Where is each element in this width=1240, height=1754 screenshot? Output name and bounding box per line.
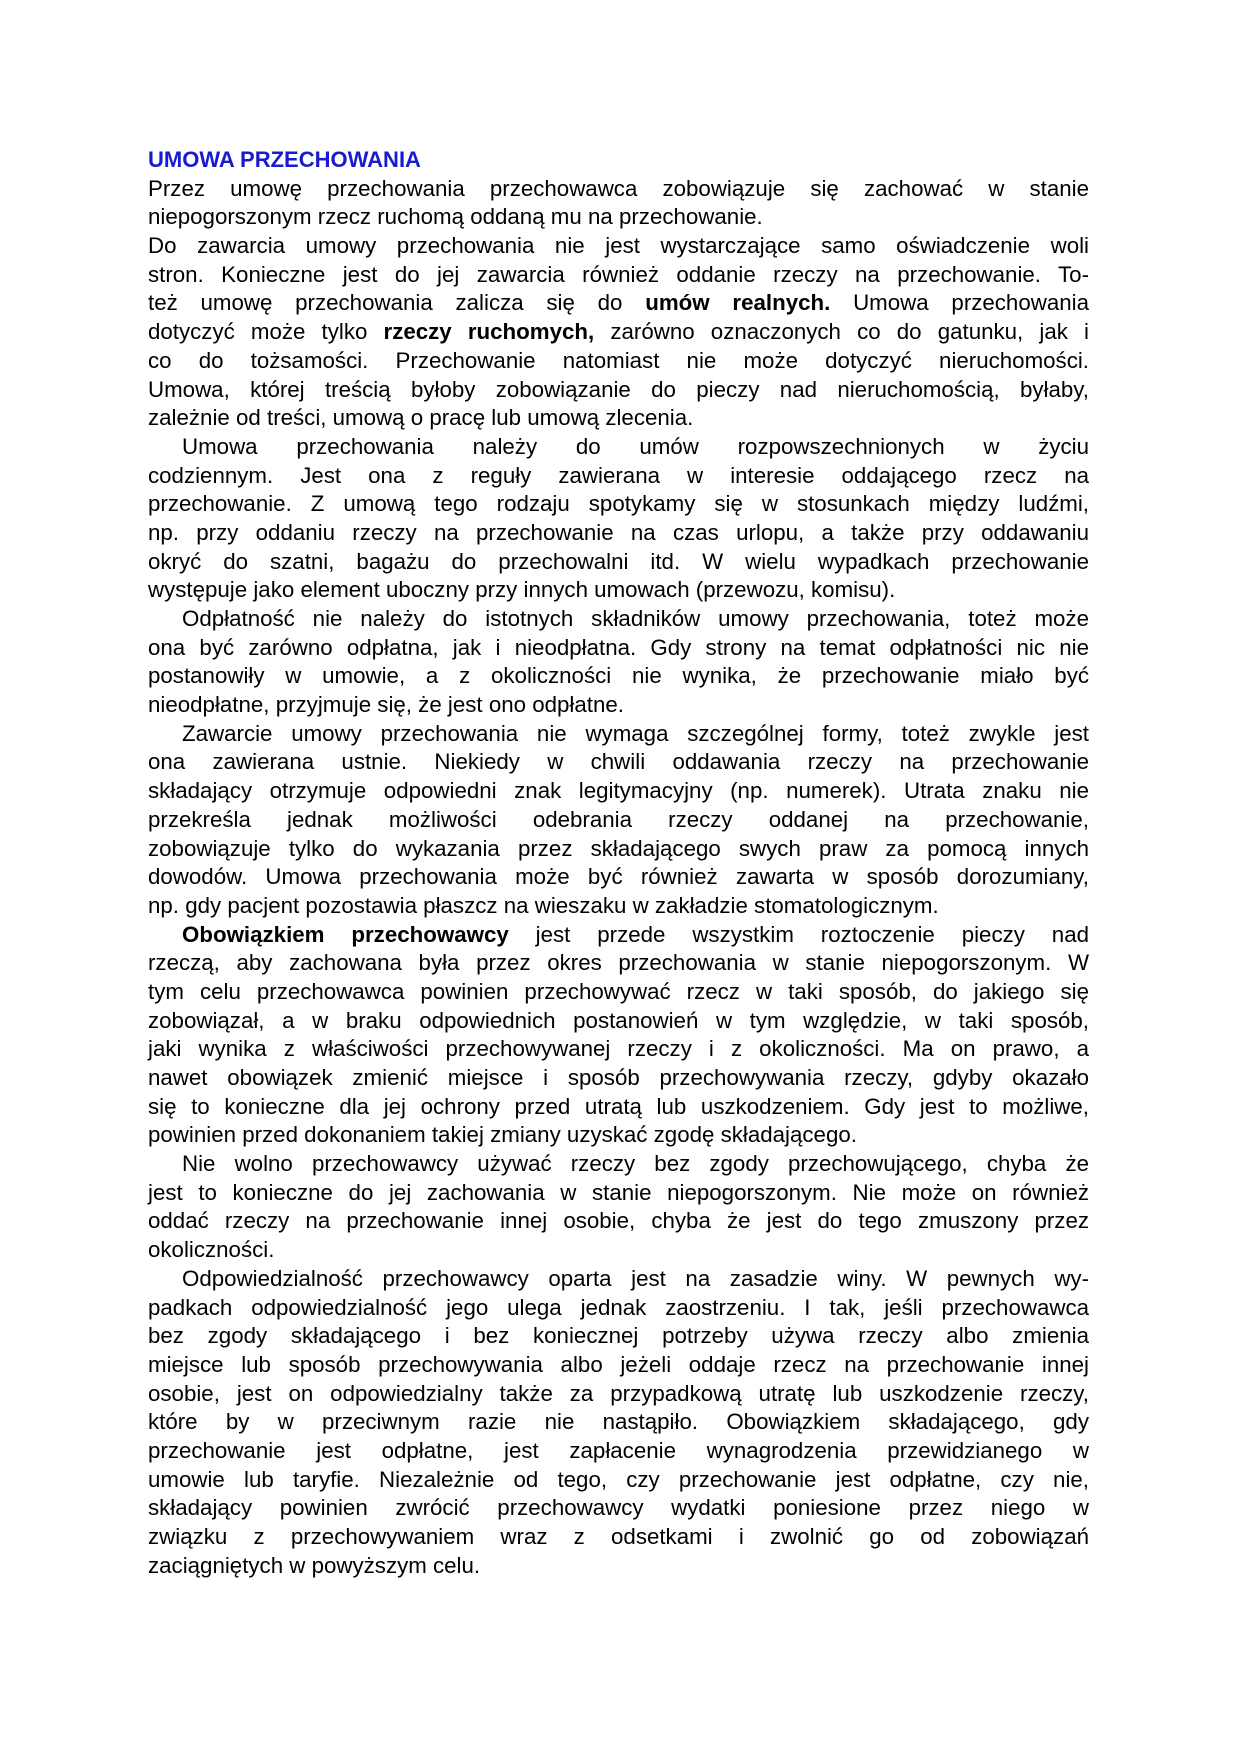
text-line xyxy=(148,978,1089,1007)
text-run: składający otrzymuje odpowiedni znak legitymacyjny (np. numerek). Utrata znaku nie xyxy=(148,778,1089,804)
text-line xyxy=(148,548,1089,577)
text-line xyxy=(148,232,1089,261)
text-line xyxy=(148,1121,1089,1150)
text-run: Nie wolno przechowawcy używać rzeczy bez zgody przechowującego, chyba że xyxy=(182,1151,1089,1177)
text-run: jest to konieczne do jej zachowania w stanie niepogorszonym. Nie może on również xyxy=(148,1179,1089,1205)
text-run: padkach odpowiedzialność jego ulega jednak zaostrzeniu. I tak, jeśli przechowawca xyxy=(148,1294,1089,1320)
text-run: Do zawarcia umowy przechowania nie jest wystarczające samo oświadczenie woli xyxy=(148,233,1089,259)
text-run: przechowanie jest odpłatne, jest zapłacenie wynagrodzenia przewidzianego w xyxy=(148,1437,1089,1463)
text-line xyxy=(148,863,1089,892)
paragraph xyxy=(148,232,1089,433)
text-run: ona być zarówno odpłatna, jak i nieodpłatna. Gdy strony na temat odpłatności nic nie xyxy=(148,634,1089,660)
document-body xyxy=(148,146,1089,1580)
text-run: okryć do szatni, bagażu do przechowalni itd. W wielu wypadkach przechowanie xyxy=(148,548,1089,574)
text-line xyxy=(148,203,1089,232)
text-line xyxy=(148,1380,1089,1409)
text-run: przekreśla jednak możliwości odebrania rzeczy oddanej na przechowanie, xyxy=(148,806,1089,832)
text-line xyxy=(148,921,1089,950)
text-run: dowodów. Umowa przechowania może być również zawarta w sposób dorozumiany, xyxy=(148,864,1089,890)
text-line xyxy=(148,1179,1089,1208)
text-line xyxy=(148,404,1089,433)
text-run: związku z przechowywaniem wraz z odsetkami i zwolnić go od zobowiązań xyxy=(148,1524,1089,1550)
text-line xyxy=(148,1207,1089,1236)
text-run: zaciągniętych w powyższym celu. xyxy=(148,1552,481,1578)
text-line xyxy=(148,519,1089,548)
text-line xyxy=(148,835,1089,864)
text-run: bez zgody składającego i bez koniecznej potrzeby używa rzeczy albo zmienia xyxy=(148,1323,1089,1349)
text-line xyxy=(148,1294,1089,1323)
paragraph xyxy=(148,1150,1089,1265)
text-run: Umowa przechowania xyxy=(830,290,1089,316)
text-run: postanowiły w umowie, a z okoliczności nie wynika, że przechowanie miało być xyxy=(148,663,1089,689)
text-line xyxy=(148,949,1089,978)
text-line xyxy=(148,1064,1089,1093)
text-run: miejsce lub sposób przechowywania albo jeżeli oddaje rzecz na przechowanie innej xyxy=(148,1351,1089,1377)
text-line xyxy=(148,1552,1089,1581)
text-line xyxy=(148,1437,1089,1466)
text-run: rzeczą, aby zachowana była przez okres przechowania w stanie niepogorszonym. W xyxy=(148,950,1089,976)
paragraphs xyxy=(148,175,1089,1581)
text-line xyxy=(148,433,1089,462)
text-line xyxy=(148,318,1089,347)
text-line xyxy=(148,1351,1089,1380)
text-run: zależnie od treści, umową o pracę lub umową zlecenia. xyxy=(148,405,694,431)
text-line xyxy=(148,576,1089,605)
text-run: niepogorszonym rzecz ruchomą oddaną mu na przechowanie. xyxy=(148,204,763,230)
text-run: zobowiązuje tylko do wykazania przez składającego swych praw za pomocą innych xyxy=(148,835,1089,861)
text-run: Umowa przechowania należy do umów rozpowszechnionych w życiu xyxy=(182,433,1089,459)
text-run: powinien przed dokonaniem takiej zmiany uzyskać zgodę składającego. xyxy=(148,1122,857,1148)
text-run: Przez umowę przechowania przechowawca zobowiązuje się zachować w stanie xyxy=(148,175,1089,201)
text-line xyxy=(148,1150,1089,1179)
text-run: ona zawierana ustnie. Niekiedy w chwili oddawania rzeczy na przechowanie xyxy=(148,749,1089,775)
text-line xyxy=(148,1408,1089,1437)
text-line xyxy=(148,748,1089,777)
bold-text: umów realnych. xyxy=(645,290,831,316)
paragraph xyxy=(148,1265,1089,1581)
text-run: np. przy oddaniu rzeczy na przechowanie na czas urlopu, a także przy oddawaniu xyxy=(148,519,1089,545)
text-run: umowie lub taryfie. Niezależnie od tego, czy przechowanie jest odpłatne, czy nie, xyxy=(148,1466,1089,1492)
text-run: zobowiązał, a w braku odpowiednich postanowień w tym względzie, w taki sposób, xyxy=(148,1007,1089,1033)
paragraph xyxy=(148,605,1089,720)
text-line xyxy=(148,720,1089,749)
text-line xyxy=(148,634,1089,663)
text-run: występuje jako element uboczny przy innych umowach (przewozu, komisu). xyxy=(148,577,896,603)
text-line xyxy=(148,1494,1089,1523)
text-line xyxy=(148,605,1089,634)
text-run: dotyczyć może tylko xyxy=(148,319,384,345)
text-run: stron. Konieczne jest do jej zawarcia również oddanie rzeczy na przechowanie. To- xyxy=(148,261,1089,287)
text-line xyxy=(148,376,1089,405)
document-title: UMOWA PRZECHOWANIA xyxy=(148,147,421,172)
text-run: Odpowiedzialność przechowawcy oparta jest na zasadzie winy. W pewnych wy- xyxy=(182,1265,1089,1291)
text-run: okoliczności. xyxy=(148,1237,275,1263)
text-line xyxy=(148,261,1089,290)
text-run: które by w przeciwnym razie nie nastąpiło. Obowiązkiem składającego, gdy xyxy=(148,1409,1089,1435)
text-run: Zawarcie umowy przechowania nie wymaga szczególnej formy, toteż zwykle jest xyxy=(182,720,1089,746)
paragraph xyxy=(148,433,1089,605)
text-run: jaki wynika z właściwości przechowywanej rzeczy i z okoliczności. Ma on prawo, a xyxy=(148,1036,1089,1062)
text-run: jest przede wszystkim roztoczenie pieczy nad xyxy=(508,921,1090,947)
text-line xyxy=(148,1007,1089,1036)
text-run: Umowa, której treścią byłoby zobowiązanie do pieczy nad nieruchomością, byłaby, xyxy=(148,376,1089,402)
text-run: przechowanie. Z umową tego rodzaju spotykamy się w stosunkach między ludźmi, xyxy=(148,491,1089,517)
text-run: codziennym. Jest ona z reguły zawierana w interesie oddającego rzecz na xyxy=(148,462,1089,488)
text-line xyxy=(148,1466,1089,1495)
paragraph xyxy=(148,921,1089,1151)
text-run: się to konieczne dla jej ochrony przed utratą lub uszkodzeniem. Gdy jest to możliwe, xyxy=(148,1093,1089,1119)
text-line xyxy=(148,289,1089,318)
text-run: nieodpłatne, przyjmuje się, że jest ono odpłatne. xyxy=(148,692,624,718)
text-line xyxy=(148,1035,1089,1064)
text-line xyxy=(148,1236,1089,1265)
text-run: osobie, jest on odpowiedzialny także za przypadkową utratę lub uszkodzenie rzeczy, xyxy=(148,1380,1089,1406)
text-line xyxy=(148,662,1089,691)
text-run: tym celu przechowawca powinien przechowywać rzecz w taki sposób, do jakiego się xyxy=(148,978,1089,1004)
paragraph xyxy=(148,175,1089,232)
text-run: Odpłatność nie należy do istotnych składników umowy przechowania, toteż może xyxy=(182,606,1089,632)
text-run: nawet obowiązek zmienić miejsce i sposób przechowywania rzeczy, gdyby okazało xyxy=(148,1065,1089,1091)
text-line xyxy=(148,1322,1089,1351)
text-line xyxy=(148,691,1089,720)
text-line xyxy=(148,806,1089,835)
text-run: składający powinien zwrócić przechowawcy wydatki poniesione przez niego w xyxy=(148,1495,1089,1521)
text-run: np. gdy pacjent pozostawia płaszcz na wieszaku w zakładzie stomatologicznym. xyxy=(148,892,939,918)
text-line xyxy=(148,892,1089,921)
text-run: co do tożsamości. Przechowanie natomiast nie może dotyczyć nieruchomości. xyxy=(148,347,1089,373)
bold-text: rzeczy ruchomych, xyxy=(383,319,595,345)
text-run: też umowę przechowania zalicza się do xyxy=(148,290,646,316)
text-line xyxy=(148,1523,1089,1552)
bold-text: Obowiązkiem przechowawcy xyxy=(182,921,509,947)
text-line xyxy=(148,490,1089,519)
text-line xyxy=(148,175,1089,204)
text-line xyxy=(148,347,1089,376)
text-line xyxy=(148,1093,1089,1122)
text-line xyxy=(148,1265,1089,1294)
text-run: oddać rzeczy na przechowanie innej osobie, chyba że jest do tego zmuszony przez xyxy=(148,1208,1089,1234)
text-line xyxy=(148,777,1089,806)
paragraph xyxy=(148,720,1089,921)
text-run: zarówno oznaczonych co do gatunku, jak i xyxy=(594,319,1089,345)
text-line xyxy=(148,462,1089,491)
